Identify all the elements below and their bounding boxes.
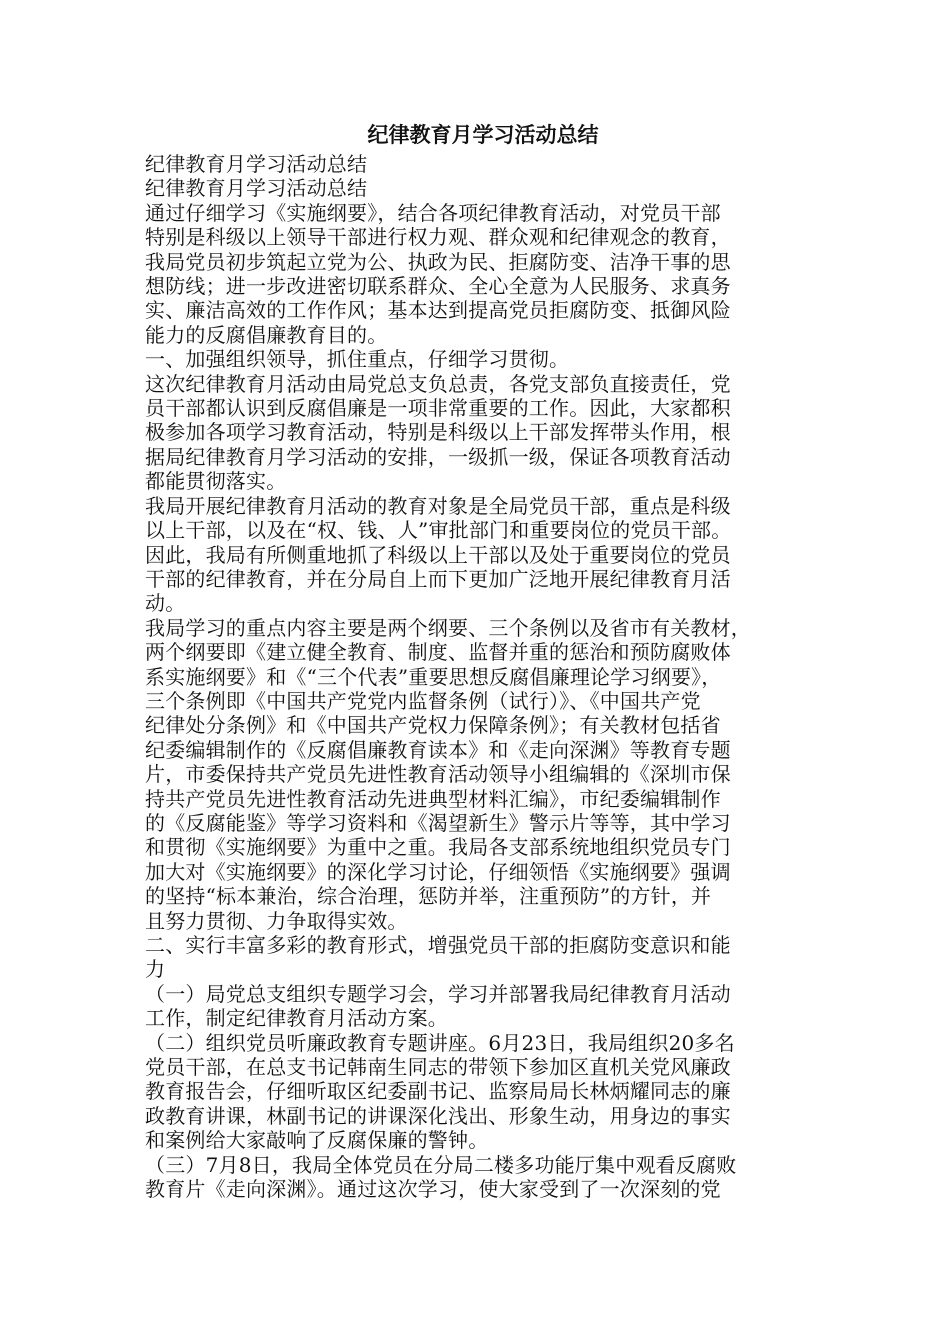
body-text-line: 力 bbox=[145, 957, 166, 982]
body-text-line: 政教育讲课，林副书记的讲课深化浅出、形象生动，用身边的事实 bbox=[145, 1103, 731, 1128]
body-text-line: 极参加各项学习教育活动，特别是科级以上干部发挥带头作用，根 bbox=[145, 420, 731, 445]
body-text-line: 工作，制定纪律教育月活动方案。 bbox=[145, 1006, 448, 1031]
body-text-line: 干部的纪律教育，并在分局自上而下更加广泛地开展纪律教育月活 bbox=[145, 566, 731, 591]
body-text-line: 且努力贯彻、力争取得实效。 bbox=[145, 908, 408, 933]
body-text-line: 和案例给大家敲响了反腐保廉的警钟。 bbox=[145, 1128, 489, 1153]
subtitle-line: 纪律教育月学习活动总结 bbox=[145, 176, 368, 201]
body-text-line: 我局党员初步筑起立党为公、执政为民、拒腐防变、洁净干事的思 bbox=[145, 249, 731, 274]
body-text-line: （一）局党总支组织专题学习会，学习并部署我局纪律教育月活动 bbox=[145, 981, 731, 1006]
body-text-line: 教育片《走向深渊》。通过这次学习，使大家受到了一次深刻的党 bbox=[145, 1177, 721, 1202]
document-page bbox=[145, 118, 809, 1201]
body-text-line: 实、廉洁高效的工作作风；基本达到提高党员拒腐防变、抵御风险 bbox=[145, 298, 731, 323]
body-text-line: 一、加强组织领导，抓住重点，仔细学习贯彻。 bbox=[145, 347, 570, 372]
body-text-line: 持共产党员先进性教育活动先进典型材料汇编》，市纪委编辑制作 bbox=[145, 786, 721, 811]
body-text-line: 的坚持“标本兼治，综合治理，惩防并举，注重预防”的方针，并 bbox=[145, 884, 712, 909]
body-text-line: 因此，我局有所侧重地抓了科级以上干部以及处于重要岗位的党员 bbox=[145, 542, 731, 567]
body-text-line: 三个条例即《中国共产党党内监督条例（试行）》、《中国共产党 bbox=[145, 688, 701, 713]
body-text-line: （二）组织党员听廉政教育专题讲座。6月23日，我局组织20多名 bbox=[145, 1030, 735, 1055]
body-text-line: （三）7月8日，我局全体党员在分局二楼多功能厅集中观看反腐败 bbox=[145, 1152, 737, 1177]
subtitle-line: 纪律教育月学习活动总结 bbox=[145, 152, 368, 176]
body-text-line: 以上干部，以及在“权、钱、人”审批部门和重要岗位的党员干部。 bbox=[145, 518, 732, 543]
body-text-line: 纪律处分条例》和《中国共产党权力保障条例》；有关教材包括省 bbox=[145, 713, 721, 738]
body-text-line: 二、实行丰富多彩的教育形式，增强党员干部的拒腐防变意识和能 bbox=[145, 933, 731, 957]
body-text-line: 系实施纲要》和《“三个代表”重要思想反腐倡廉理论学习纲要》， bbox=[145, 664, 722, 689]
body-text-line: 纪委编辑制作的《反腐倡廉教育读本》和《走向深渊》等教育专题 bbox=[145, 737, 731, 762]
body-text-line: 能力的反腐倡廉教育目的。 bbox=[145, 322, 388, 347]
body-text-line: 我局学习的重点内容主要是两个纲要、三个条例以及省市有关教材， bbox=[145, 615, 751, 640]
body-text-line: 据局纪律教育月学习活动的安排，一级抓一级，保证各项教育活动 bbox=[145, 444, 731, 469]
document-title: 纪律教育月学习活动总结 bbox=[367, 123, 599, 147]
body-text-line: 员干部都认识到反腐倡廉是一项非常重要的工作。因此，大家都积 bbox=[145, 396, 731, 421]
body-text-line: 片，市委保持共产党员先进性教育活动领导小组编辑的《深圳市保 bbox=[145, 762, 731, 787]
body-text-line: 想防线；进一步改进密切联系群众、全心全意为人民服务、求真务 bbox=[145, 274, 731, 299]
body-text-line: 这次纪律教育月活动由局党总支负总责，各党支部负直接责任，党 bbox=[145, 371, 731, 396]
body-text-line: 通过仔细学习《实施纲要》，结合各项纪律教育活动，对党员干部 bbox=[145, 200, 721, 225]
body-text-line: 党员干部，在总支书记韩南生同志的带领下参加区直机关党风廉政 bbox=[145, 1055, 731, 1080]
body-text-line: 加大对《实施纲要》的深化学习讨论，仔细领悟《实施纲要》强调 bbox=[145, 859, 731, 884]
body-text-line: 特别是科级以上领导干部进行权力观、群众观和纪律观念的教育， bbox=[145, 225, 731, 250]
body-text-line: 和贯彻《实施纲要》为重中之重。我局各支部系统地组织党员专门 bbox=[145, 835, 731, 860]
body-text-line: 都能贯彻落实。 bbox=[145, 469, 287, 494]
body-text-line: 教育报告会，仔细听取区纪委副书记、监察局局长林炳耀同志的廉 bbox=[145, 1079, 731, 1104]
document-body bbox=[145, 201, 809, 1202]
body-text-line: 动。 bbox=[145, 591, 186, 616]
body-text-line: 两个纲要即《建立健全教育、制度、监督并重的惩治和预防腐败体 bbox=[145, 640, 731, 665]
body-text-line: 的《反腐能鉴》等学习资料和《渴望新生》警示片等等，其中学习 bbox=[145, 810, 731, 835]
body-text-line: 我局开展纪律教育月活动的教育对象是全局党员干部，重点是科级 bbox=[145, 493, 731, 518]
